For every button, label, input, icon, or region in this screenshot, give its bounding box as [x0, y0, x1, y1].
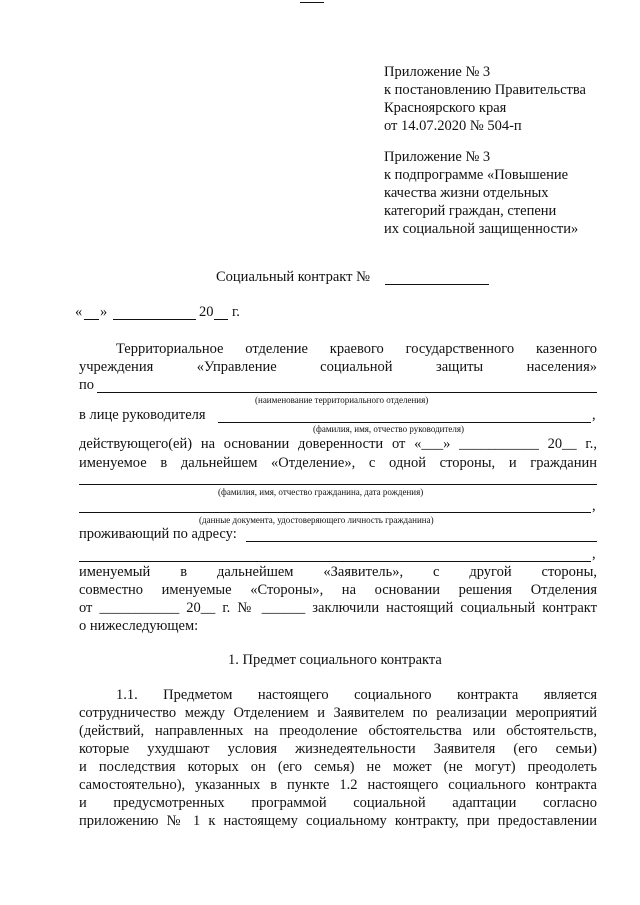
address-field-2[interactable]: [79, 561, 591, 562]
intro-line-5: действующего(ей) на основании доверенности от «___» ___________ 20__ г.,: [79, 436, 597, 452]
address-field-1[interactable]: [246, 541, 597, 542]
intro-line-10-suffix: ,: [592, 546, 596, 562]
section-1-line-2: сотрудничество между Отделением и Заявителем по реализации мероприятий: [79, 705, 597, 721]
citizen-document-field[interactable]: [79, 512, 591, 513]
intro-line-4-suffix: ,: [592, 407, 596, 423]
section-1-line-8: приложению № 1 к настоящему социальному контракту, при предоставлении: [79, 813, 597, 829]
date-day-field[interactable]: [84, 319, 99, 320]
intro-line-13: от ___________ 20__ г. № ______ заключили настоящий социальный контракт: [79, 600, 597, 616]
appendix-2-line-5: их социальной защищенности»: [384, 221, 579, 237]
appendix-1-line-4: от 14.07.2020 № 504-п: [384, 118, 522, 134]
top-mark: [300, 2, 324, 3]
section-1-line-6: самостоятельно), указанных в пункте 1.2 настоящего социального контракта: [79, 777, 597, 793]
date-suffix: г.: [232, 304, 240, 320]
intro-line-11: именуемый в дальнейшем «Заявитель», с другой стороны,: [79, 564, 597, 580]
intro-line-12: совместно именуемые «Стороны», на основании решения Отделения: [79, 582, 597, 598]
intro-line-9-prefix: проживающий по адресу:: [79, 526, 237, 542]
contract-number-field[interactable]: [385, 284, 489, 285]
intro-line-14: о нижеследующем:: [79, 618, 199, 634]
section-1-line-7: и предусмотренных программой социальной адаптации согласно: [79, 795, 597, 811]
appendix-1-line-3: Красноярского края: [384, 100, 507, 116]
intro-line-6: именуемое в дальнейшем «Отделение», с одной стороны, и гражданин: [79, 455, 597, 471]
head-name-field[interactable]: [218, 422, 591, 423]
citizen-name-field[interactable]: [79, 484, 597, 485]
appendix-block-2: [384, 148, 578, 238]
date-year: 20: [199, 304, 214, 320]
appendix-block-1: [384, 63, 586, 135]
section-1-line-4: которые ухудшают условия жизнедеятельности Заявителя (его семьи): [79, 741, 597, 757]
date-close-quote: »: [100, 304, 108, 320]
date-month-field[interactable]: [113, 319, 196, 320]
section-1-heading: 1. Предмет социального контракта: [228, 652, 442, 668]
section-1-line-1: 1.1. Предметом настоящего социального контракта является: [116, 687, 597, 703]
intro-line-3-prefix: по: [79, 377, 95, 393]
contract-title: Социальный контракт №: [216, 269, 370, 285]
caption-document: (данные документа, удостоверяющего личность гражданина): [199, 515, 434, 525]
caption-citizen: (фамилия, имя, отчество гражданина, дата рождения): [218, 487, 424, 497]
date-year-field[interactable]: [214, 319, 228, 320]
intro-line-8-suffix: ,: [592, 498, 596, 514]
caption-department: (наименование территориального отделения): [255, 395, 429, 405]
department-name-field[interactable]: [97, 392, 597, 393]
date-open-quote: «: [75, 304, 83, 320]
intro-line-2: учреждения «Управление социальной защиты населения»: [79, 359, 597, 375]
appendix-1-line-2: к постановлению Правительства: [384, 82, 586, 98]
appendix-1-line-1: Приложение № 3: [384, 64, 491, 80]
appendix-2-line-3: качества жизни отдельных: [384, 185, 549, 201]
appendix-2-line-1: Приложение № 3: [384, 149, 491, 165]
intro-line-1: Территориальное отделение краевого государственного казенного: [116, 341, 597, 357]
section-1-line-3: (действий, направленных на преодоление обстоятельства или обстоятельств,: [79, 723, 597, 739]
caption-head: (фамилия, имя, отчество руководителя): [313, 424, 465, 434]
appendix-2-line-2: к подпрограмме «Повышение: [384, 167, 569, 183]
intro-line-4-prefix: в лице руководителя: [79, 407, 206, 423]
section-1-line-5: и последствия которых он (его семья) не может (не могут) преодолеть: [79, 759, 597, 775]
appendix-2-line-4: категорий граждан, степени: [384, 203, 557, 219]
